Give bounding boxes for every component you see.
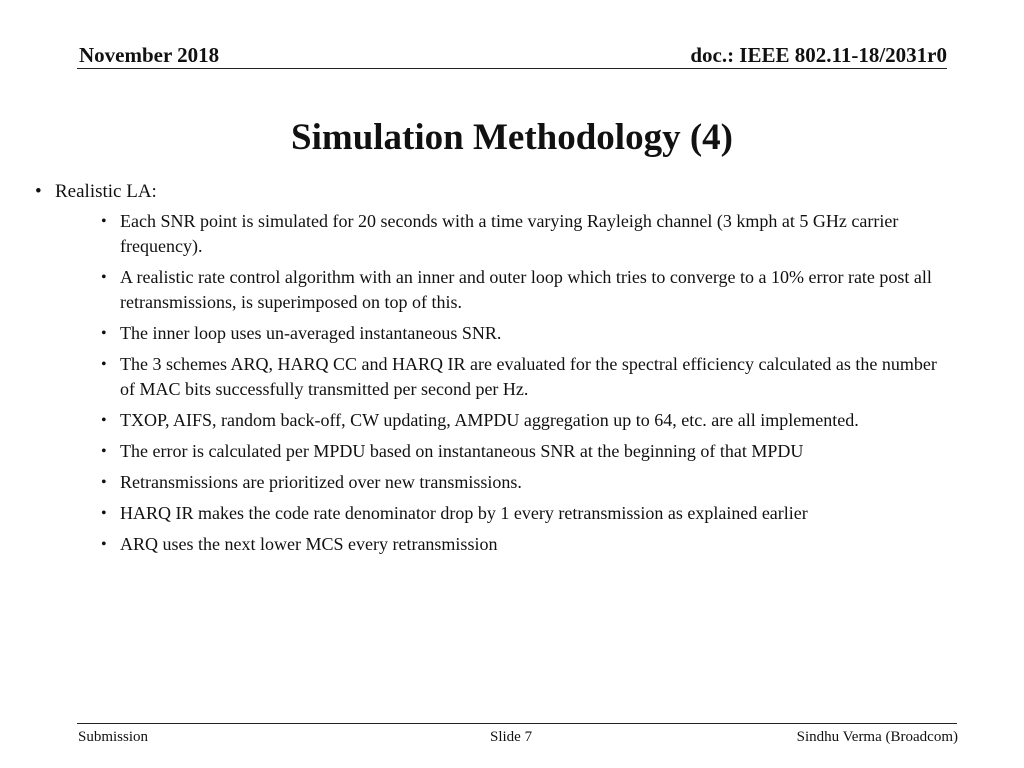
sub-bullet-text: Retransmissions are prioritized over new transmissions.	[120, 472, 522, 492]
bullet-list	[35, 180, 935, 563]
header-divider	[77, 68, 947, 69]
bullet-dot-icon: •	[101, 412, 107, 429]
slide-title: Simulation Methodology (4)	[291, 117, 733, 158]
bullet-dot-icon: •	[101, 505, 107, 522]
sub-bullet-item	[55, 470, 950, 495]
sub-bullet-text: Each SNR point is simulated for 20 seconds with a time varying Rayleigh channel (3 kmph at 5 GHz carrier frequency).	[120, 211, 899, 256]
sub-bullet-item	[55, 532, 950, 557]
sub-bullet-list	[55, 209, 935, 557]
sub-bullet-item	[55, 352, 950, 402]
bullet-dot-icon: •	[101, 269, 107, 286]
bullet-dot-icon: •	[101, 443, 107, 460]
bullet-dot-icon: •	[101, 474, 107, 491]
sub-bullet-item	[55, 439, 950, 464]
sub-bullet-item	[55, 408, 950, 433]
sub-bullet-text: TXOP, AIFS, random back-off, CW updating, AMPDU aggregation up to 64, etc. are all implemented.	[120, 410, 859, 430]
footer-submission: Submission	[78, 729, 149, 745]
bullet-dot-icon: •	[101, 356, 107, 373]
bullet-dot-icon: •	[35, 181, 42, 202]
bullet-heading: Realistic LA:	[55, 181, 157, 202]
sub-bullet-item	[55, 321, 950, 346]
sub-bullet-item	[55, 501, 950, 526]
bullet-dot-icon: •	[101, 213, 107, 230]
sub-bullet-text: The error is calculated per MPDU based on instantaneous SNR at the beginning of that MPDU	[120, 441, 804, 461]
sub-bullet-text: ARQ uses the next lower MCS every retransmission	[120, 534, 498, 554]
footer-divider	[77, 723, 957, 724]
footer-slide-number: Slide 7	[490, 729, 533, 745]
header-doc-id: doc.: IEEE 802.11-18/2031r0	[690, 43, 947, 67]
sub-bullet-text: The 3 schemes ARQ, HARQ CC and HARQ IR are evaluated for the spectral efficiency calculated as the number of MAC bits successfully transmitted per second per Hz.	[120, 354, 937, 399]
sub-bullet-item	[55, 265, 950, 315]
sub-bullet-item	[55, 209, 950, 259]
bullet-realistic-la	[35, 180, 935, 557]
footer-author: Sindhu Verma (Broadcom)	[796, 729, 958, 745]
sub-bullet-text: HARQ IR makes the code rate denominator drop by 1 every retransmission as explained earlier	[120, 503, 808, 523]
header-date: November 2018	[79, 43, 220, 67]
bullet-dot-icon: •	[101, 536, 107, 553]
sub-bullet-text: The inner loop uses un-averaged instantaneous SNR.	[120, 323, 502, 343]
sub-bullet-text: A realistic rate control algorithm with an inner and outer loop which tries to converge to a 10% error rate post all retransmissions, is superimposed on top of this.	[120, 267, 932, 312]
bullet-dot-icon: •	[101, 325, 107, 342]
